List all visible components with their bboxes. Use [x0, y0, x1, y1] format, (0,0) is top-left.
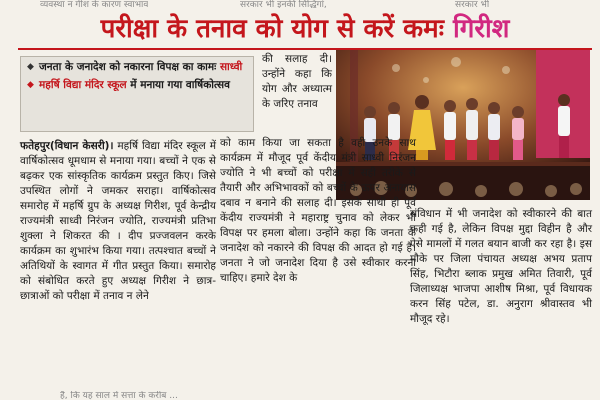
article-text-col2: को काम किया जा सकता है वही उनके साथ कार्यक्रम में मौजूद पूर्व केंदीय मंत्री साध्वी निरंजन ज्योति ने भी बच्चों को परीक्षा में सही तरीके से तैयारी और अभिभावकों को बच्चों के ऊपर अनायास दबाव न बनाने की सलाह दी। इसके साथी ही पूर्व केंदीय राज्यमंत्री ने महाराष्ट्र चुनाव को लेकर भी विपक्ष पर हमला बोला। उन्होंने कहा कि जनता के जनादेश को नकारने की विपक्ष की आदत हो गई है। जनता ने जो जनादेश दिया है उसे स्वीकार करना चाहिए। हमारे देश के [220, 137, 416, 284]
summary-point-1-text: जनता के जनादेश को नकारना विपक्ष का कामः [39, 61, 217, 73]
clipped-text-bottom: है, कि यह साल में सत्ता के करीब ... [60, 391, 178, 400]
article-column-3 [410, 207, 592, 327]
summary-point-2-text: में मनाया गया वार्षिकोत्सव [130, 79, 230, 91]
headline-byline: गिरीश [453, 14, 510, 44]
clipped-text-top-right: सरकार भी [455, 0, 490, 8]
headline [20, 12, 590, 46]
article-text-col3: संविधान में भी जनादेश को स्वीकारने की बात कही गई है, लेकिन विपक्ष मुद्दा विहीन है और ऐसे मामलों में गलत बयान बाजी कर रहा है। इस मौके पर जिला पंचायत अध्यक्ष अभय प्रताप सिंह, भिटौरा ब्लाक प्रमुख अमित तिवारी, पूर्व जिलाध्यक्ष भाजपा आशीष मिश्रा, पूर्व विधायक करन सिंह पटेल, डा. अनुराग श्रीवास्तव भी मौजूद रहे। [410, 208, 592, 325]
summary-point-1 [27, 60, 247, 75]
article-column-2 [220, 136, 416, 286]
article-column-2-top [262, 52, 332, 112]
clipped-text-top-left: व्यवस्था न गीश के कारण स्वाभाव [40, 0, 149, 8]
summary-box [20, 56, 254, 132]
article-text-col1: महर्षि विद्या मंदिर स्कूल में वार्षिकोत्सव धूमधाम से मनाया गया। बच्चों ने एक से बढ़कर एक सांस्कृतिक कार्यक्रम प्रस्तुत किए। जिसे उपस्थित लोगों ने जमकर सराहा। वार्षिकोत्सव समारोह में महर्षि ग्रुप के अध्यक्ष गिरीश, पूर्व केन्द्रीय राज्यमंत्री साध्वी निरंजन ज्योति, राज्यमंत्री प्रतिभा शुक्ला ने शिकरत की । दीप प्रज्जवलन करके कार्यक्रम का शुभारंभ किया गया। तत्पश्चात बच्चों ने अतिथियों के स्वागत में गीत प्रस्तुत किया। समारोह को संबोधित करते हुए अध्यक्ष गिरीश ने छात्र-छात्राओं को परीक्षा में तनाव न लेने [20, 140, 216, 302]
summary-point-2-highlight: महर्षि विद्या मंदिर स्कूल [39, 79, 127, 91]
summary-point-2 [27, 78, 247, 93]
clipped-text-top-mid: सरकार भी इनकी सिद्धिंगां, [240, 0, 327, 8]
headline-main: परीक्षा के तनाव को योग से करें कमः [100, 14, 444, 44]
summary-point-1-highlight: साध्वी [219, 61, 243, 73]
article-text-col2-top: की सलाह दी। उन्होंने कहा कि योग और अध्यात्म के जरिए तनाव [262, 53, 332, 110]
article-dateline: फतेहपुर(विधान केसरी)। [20, 140, 114, 152]
article-column-1 [20, 139, 216, 304]
